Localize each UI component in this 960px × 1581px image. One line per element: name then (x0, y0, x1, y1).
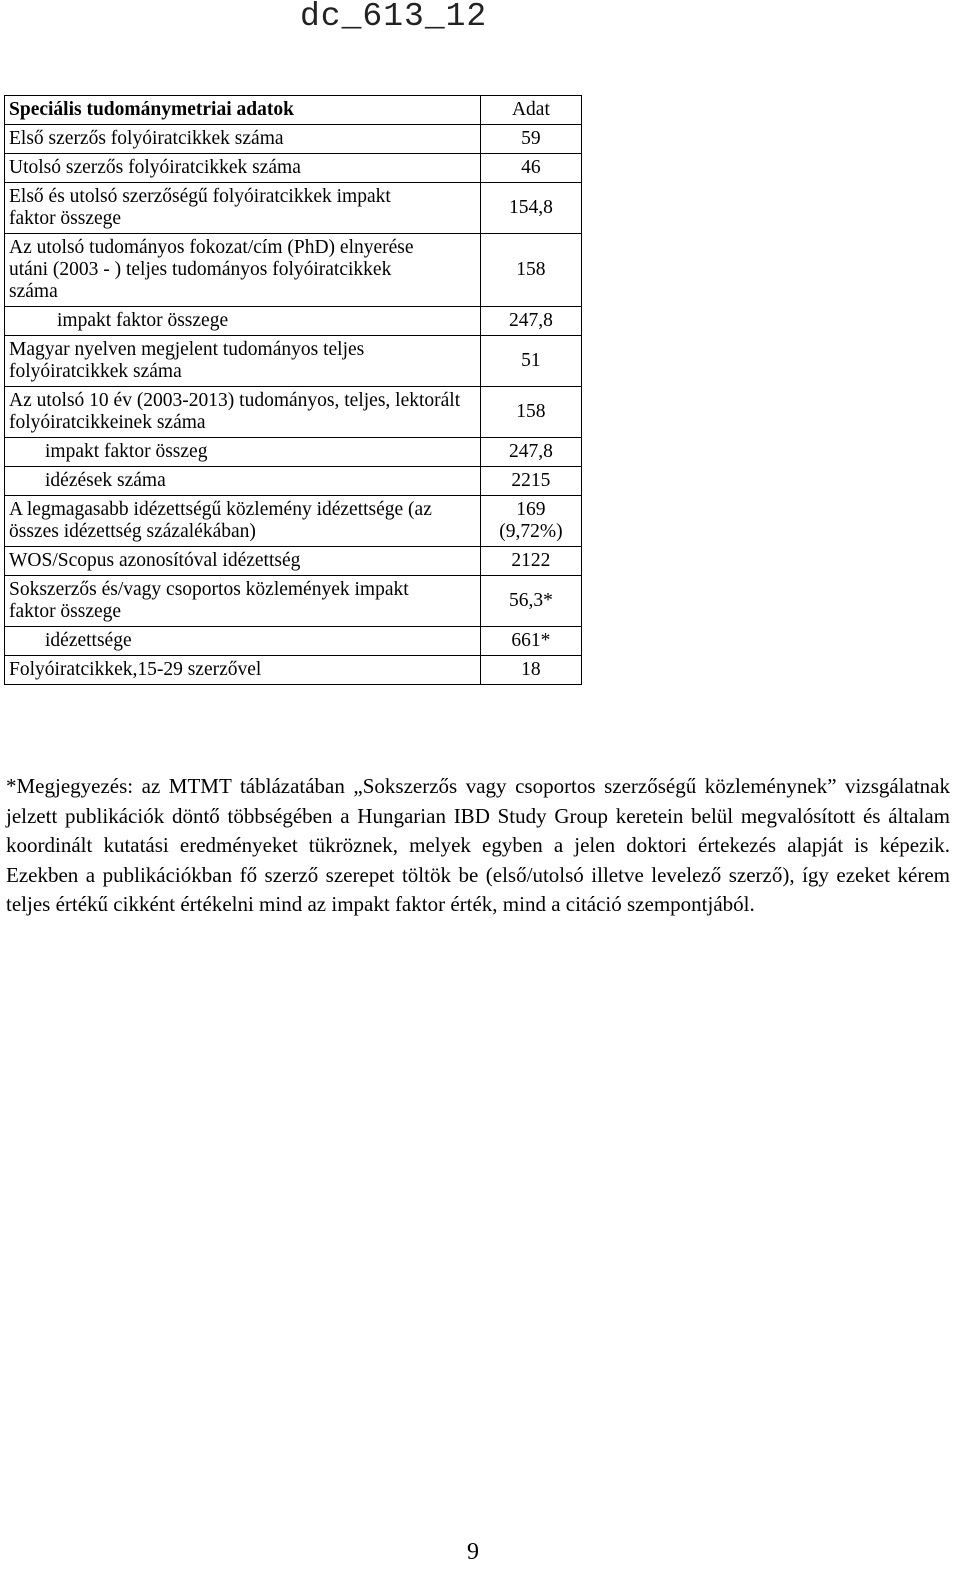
row-label: Az utolsó 10 év (2003-2013) tudományos, teljes, lektorált folyóiratcikkeinek száma (5, 387, 481, 438)
table-row (5, 576, 582, 627)
row-value: 18 (480, 656, 581, 685)
row-label: WOS/Scopus azonosítóval idézettség (5, 547, 481, 576)
document-id: dc_613_12 (300, 0, 488, 35)
table-row (5, 336, 582, 387)
table-row (5, 547, 582, 576)
row-value: 59 (480, 125, 581, 154)
row-label: Első és utolsó szerzőségű folyóiratcikkek impakt faktor összege (5, 183, 481, 234)
footnote-paragraph: *Megjegyezés: az MTMT táblázatában „Sokszerzős vagy csoportos szerzőségű közleménynek” vizsgálatnak jelzett publikációk döntő többségében a Hungarian IBD Study Group keretein belül megvalósított és általam koordinált kutatási eredményeket tükröznek, melyek egyben a jelen doktori értekezés alapját is képezik. Ezekben a publikációkban fő szerző szerepet töltök be (első/utolsó illetve levelező szerző), így ezeket kérem teljes értékű cikként értékelni mind az impakt faktor érték, mind a citáció szempontjából. (6, 774, 950, 917)
row-value: 46 (480, 154, 581, 183)
table-row (5, 387, 582, 438)
row-label: impakt faktor összeg (5, 438, 481, 467)
row-label: impakt faktor összege (5, 307, 481, 336)
row-value: 158 (480, 387, 581, 438)
row-label: idézések száma (5, 467, 481, 496)
row-value: 2122 (480, 547, 581, 576)
row-label: A legmagasabb idézettségű közlemény idézettsége (az összes idézettség százalékában) (5, 496, 481, 547)
row-label: idézettsége (5, 627, 481, 656)
row-value: 154,8 (480, 183, 581, 234)
row-value: 661* (480, 627, 581, 656)
table-row (5, 656, 582, 685)
row-value: 56,3* (480, 576, 581, 627)
row-label: Magyar nyelven megjelent tudományos teljes folyóiratcikkek száma (5, 336, 481, 387)
row-value: 2215 (480, 467, 581, 496)
row-label: Első szerzős folyóiratcikkek száma (5, 125, 481, 154)
table-header-label: Speciális tudománymetriai adatok (5, 96, 481, 125)
table-row (5, 467, 582, 496)
table-row (5, 438, 582, 467)
row-value: 51 (480, 336, 581, 387)
row-value: 169 (9,72%) (480, 496, 581, 547)
row-value: 247,8 (480, 307, 581, 336)
table-row (5, 234, 582, 307)
row-label: Folyóiratcikkek,15-29 szerzővel (5, 656, 481, 685)
row-value: 247,8 (480, 438, 581, 467)
scientometric-table (4, 95, 582, 685)
row-label: Az utolsó tudományos fokozat/cím (PhD) elnyerése utáni (2003 - ) teljes tudományos folyóiratcikkek száma (5, 234, 481, 307)
page-number: 9 (467, 1539, 479, 1565)
table-row (5, 183, 582, 234)
table-row (5, 307, 582, 336)
row-label: Utolsó szerzős folyóiratcikkek száma (5, 154, 481, 183)
table-row (5, 125, 582, 154)
table-header-row (5, 96, 582, 125)
row-label: Sokszerzős és/vagy csoportos közlemények impakt faktor összege (5, 576, 481, 627)
table-header-value: Adat (480, 96, 581, 125)
table-row (5, 154, 582, 183)
table-row (5, 496, 582, 547)
row-value: 158 (480, 234, 581, 307)
table-row (5, 627, 582, 656)
